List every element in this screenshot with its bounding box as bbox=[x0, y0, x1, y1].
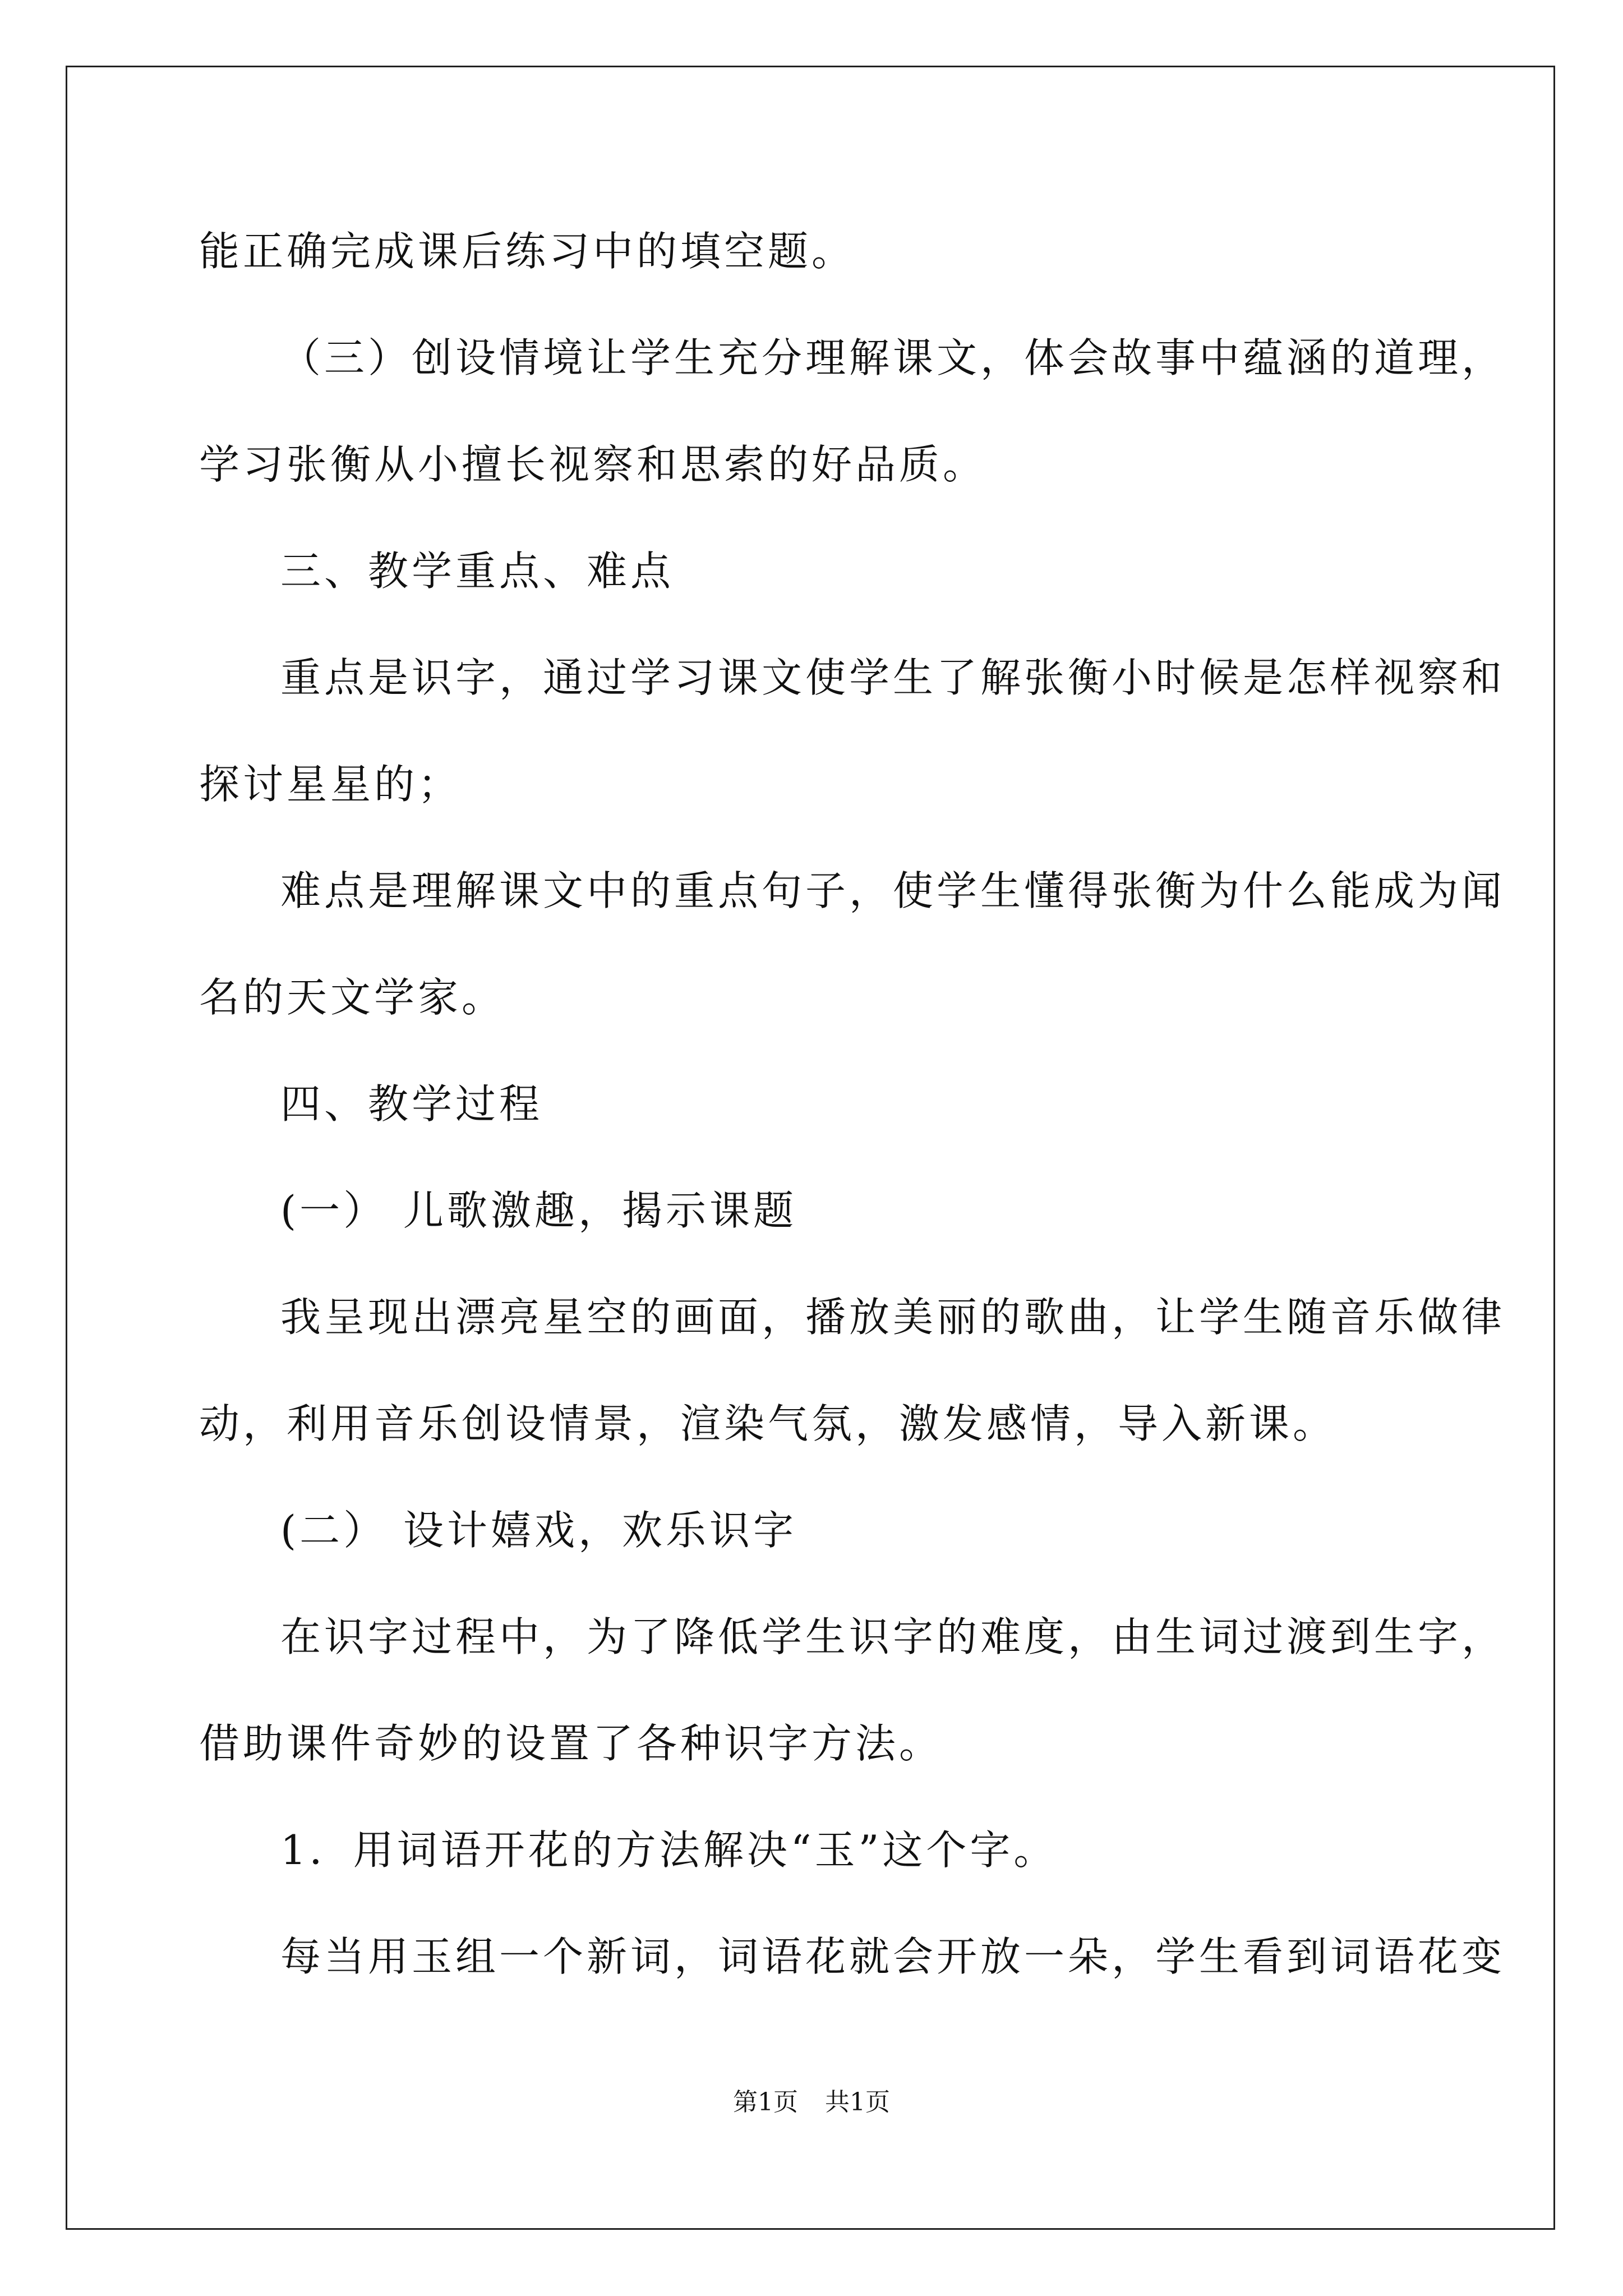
subsection-heading: (一） 儿歌激趣，揭示课题 bbox=[280, 1187, 797, 1234]
page-number: 第1页 bbox=[733, 2088, 798, 2116]
text-line: 在识字过程中，为了降低学生识字的难度，由生词过渡到生字， bbox=[280, 1613, 1506, 1660]
page-border bbox=[66, 66, 1555, 2230]
text-line: 能正确完成课后练习中的填空题。 bbox=[199, 228, 856, 275]
text-line: 动，利用音乐创设情景，渲染气氛，激发感情，导入新课。 bbox=[199, 1400, 1337, 1447]
page-footer bbox=[0, 2087, 1623, 2118]
text-line: 名的天文学家。 bbox=[199, 974, 506, 1021]
subsection-heading: (二） 设计嬉戏，欢乐识字 bbox=[280, 1507, 797, 1554]
text-line: 重点是识字，通过学习课文使学生了解张衡小时候是怎样视察和 bbox=[280, 654, 1506, 701]
text-line: 探讨星星的； bbox=[199, 761, 462, 808]
text-line: （三）创设情境让学生充分理解课文，体会故事中蕴涵的道理， bbox=[280, 334, 1506, 381]
text-line: 每当用玉组一个新词，词语花就会开放一朵，学生看到词语花变 bbox=[280, 1933, 1506, 1980]
text-line: 学习张衡从小擅长视察和思索的好品质。 bbox=[199, 441, 987, 488]
text-line: 我呈现出漂亮星空的画面，播放美丽的歌曲，让学生随音乐做律 bbox=[280, 1294, 1506, 1341]
text-line: 难点是理解课文中的重点句子，使学生懂得张衡为什么能成为闻 bbox=[280, 867, 1506, 914]
section-heading: 三、教学重点、难点 bbox=[280, 547, 675, 595]
list-item: 1．用词语开花的方法解决“玉”这个字。 bbox=[280, 1826, 1058, 1874]
section-heading: 四、教学过程 bbox=[280, 1080, 543, 1128]
text-line: 借助课件奇妙的设置了各种识字方法。 bbox=[199, 1720, 943, 1767]
page-total: 共1页 bbox=[825, 2088, 890, 2116]
